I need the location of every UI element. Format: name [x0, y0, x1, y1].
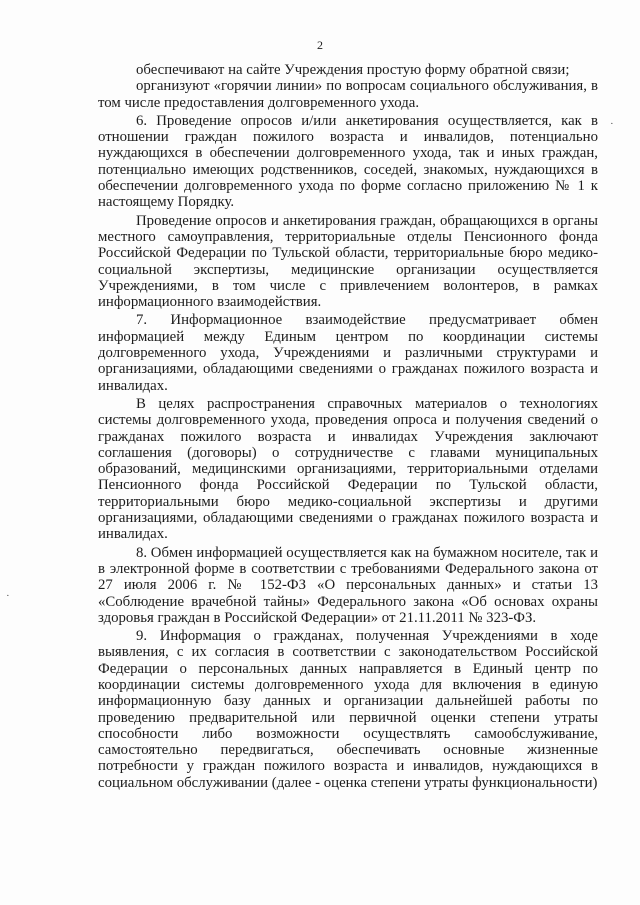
- margin-dot: ·: [610, 118, 614, 130]
- paragraph: обеспечивают на сайте Учреждения простую форму обратной связи;: [136, 62, 570, 78]
- paragraph: 7. Информационное взаимодействие предусматривает обмен информацией между Единым центром по координации системы долговременного ухода, Учреждениями и различными структурами и организациями, обладающими сведениями о гражданах пожилого возраста и инвалидах.: [98, 312, 598, 394]
- margin-dot: ·: [6, 590, 10, 602]
- paragraph: 8. Обмен информацией осуществляется как на бумажном носителе, так и в электронной форме в соответствии с требованиями Федерального закона от 27 июля 2006 г. № 152-ФЗ «О персональных данных» и статьи 13 «Соблюдение врачебной тайны» Федерального закона «Об основах охраны здоровья граждан в Российской Федерации» от 21.11.2011 № 323-ФЗ.: [98, 544, 598, 626]
- page-number: 2: [317, 38, 323, 52]
- paragraph: Проведение опросов и анкетирования граждан, обращающихся в органы местного самоуправления, территориальные отделы Пенсионного фонда Российской Федерации по Тульской области, территориальные бюро медико-социальной экспертизы, медицинские организации осуществляется Учреждениями, в том числе с привлечением волонтеров, в рамках информационного взаимодействия.: [98, 212, 598, 311]
- paragraph: В целях распространения справочных материалов о технологиях системы долговременного ухода, проведения опроса и получения сведений о гражданах пожилого возраста и инвалидах Учреждения заключают соглашения (договоры) о сотрудничестве с главами муниципальных образований, медицинскими организациями, территориальными отделами Пенсионного фонда Российской Федерации по Тульской области, территориальными бюро медико-социальной экспертизы и другими организациями, обладающими сведениями о гражданах пожилого возраста и инвалидах.: [98, 395, 598, 543]
- paragraph: 9. Информация о гражданах, полученная Учреждениями в ходе выявления, с их согласия в соответствии с законодательством Российской Федерации о персональных данных направляется в Единый центр по координации системы долговременного ухода для включения в единую информационную базу данных и организации дальнейшей работы по проведению предварительной или первичной оценки степени утраты способности либо возможности осуществлять самообслуживание, самостоятельно передвигаться, обеспечивать основные жизненные потребности у граждан пожилого возраста и инвалидов, нуждающихся в социальном обслуживании (далее - оценка степени утраты функциональности): [98, 628, 598, 791]
- document-body: [98, 62, 598, 791]
- paragraph: 6. Проведение опросов и/или анкетирования осуществляется, как в отношении граждан пожилого возраста и инвалидов, потенциально нуждающихся в обеспечении долговременного ухода, так и иных граждан, потенциально имеющих родственников, соседей, знакомых, нуждающихся в обеспечении долговременного ухода по форме согласно приложению № 1 к настоящему Порядку.: [98, 112, 598, 211]
- paragraph: организуют «горячии линии» по вопросам социального обслуживания, в том числе предоставления долговременного ухода.: [98, 78, 598, 111]
